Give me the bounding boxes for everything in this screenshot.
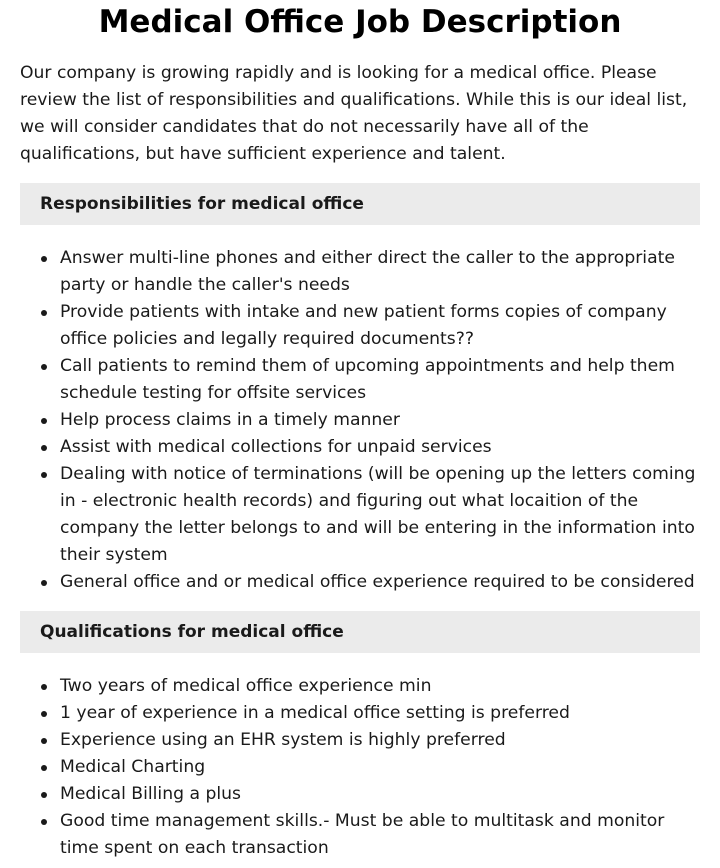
bullet-icon bbox=[41, 711, 47, 717]
list-item bbox=[20, 727, 700, 754]
bullet-icon bbox=[41, 310, 47, 316]
list-item bbox=[20, 407, 700, 434]
list-item-text: Two years of medical office experience min bbox=[60, 676, 432, 696]
list-item-text: Assist with medical collections for unpaid services bbox=[60, 437, 492, 457]
list-item-text: Medical Charting bbox=[60, 757, 206, 777]
list-item bbox=[20, 673, 700, 700]
qualifications-heading: Qualifications for medical office bbox=[20, 611, 700, 653]
list-item-text: Call patients to remind them of upcoming appointments and help them schedule testing for offsite services bbox=[60, 356, 675, 403]
list-item-text: Good time management skills.- Must be able to multitask and monitor time spent on each transaction bbox=[60, 811, 665, 858]
bullet-icon bbox=[41, 256, 47, 262]
list-item-text: Dealing with notice of terminations (will be opening up the letters coming in - electronic health records) and figuring out what locaition of the company the letter belongs to and will be entering in the information into their system bbox=[60, 464, 696, 565]
list-item bbox=[20, 299, 700, 353]
bullet-icon bbox=[41, 472, 47, 478]
list-item-text: 1 year of experience in a medical office setting is preferred bbox=[60, 703, 570, 723]
list-item bbox=[20, 569, 700, 596]
list-item bbox=[20, 700, 700, 727]
list-item bbox=[20, 434, 700, 461]
list-item-text: Provide patients with intake and new patient forms copies of company office policies and legally required documents?? bbox=[60, 302, 667, 349]
bullet-icon bbox=[41, 765, 47, 771]
responsibilities-list bbox=[20, 245, 700, 596]
bullet-icon bbox=[41, 684, 47, 690]
qualifications-list bbox=[20, 673, 700, 862]
list-item-text: Medical Billing a plus bbox=[60, 784, 241, 804]
bullet-icon bbox=[41, 445, 47, 451]
responsibilities-heading: Responsibilities for medical office bbox=[20, 183, 700, 225]
bullet-icon bbox=[41, 738, 47, 744]
list-item bbox=[20, 245, 700, 299]
intro-paragraph: Our company is growing rapidly and is looking for a medical office. Please review the list of responsibilities and qualifications. While this is our ideal list, we will consider candidates that do not necessarily have all of the qualifications, but have sufficient experience and talent. bbox=[20, 63, 688, 164]
list-item bbox=[20, 353, 700, 407]
page-title: Medical Office Job Description bbox=[98, 4, 622, 40]
list-item bbox=[20, 754, 700, 781]
list-item-text: Experience using an EHR system is highly preferred bbox=[60, 730, 506, 750]
list-item-text: General office and or medical office experience required to be considered bbox=[60, 572, 695, 592]
bullet-icon bbox=[41, 792, 47, 798]
list-item bbox=[20, 808, 700, 862]
list-item bbox=[20, 461, 700, 569]
list-item-text: Answer multi-line phones and either direct the caller to the appropriate party or handle the caller's needs bbox=[60, 248, 675, 295]
bullet-icon bbox=[41, 819, 47, 825]
bullet-icon bbox=[41, 364, 47, 370]
bullet-icon bbox=[41, 418, 47, 424]
list-item-text: Help process claims in a timely manner bbox=[60, 410, 400, 430]
list-item bbox=[20, 781, 700, 808]
bullet-icon bbox=[41, 580, 47, 586]
